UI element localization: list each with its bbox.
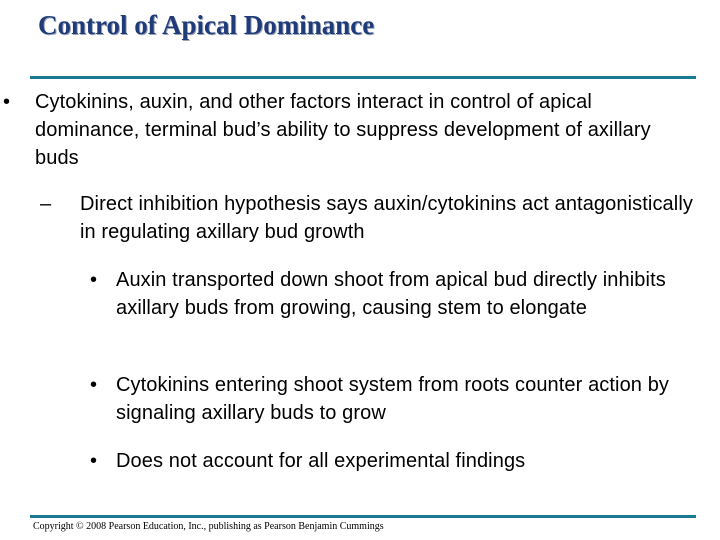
bullet-text: Does not account for all experimental findings bbox=[116, 450, 526, 472]
bullet-text: Direct inhibition hypothesis says auxin/cytokinins act antagonistically in regulating axillary bud growth bbox=[80, 193, 693, 243]
copyright-notice: Copyright © 2008 Pearson Education, Inc., publishing as Pearson Benjamin Cummings bbox=[33, 521, 384, 532]
bullet-level-1 bbox=[0, 88, 700, 172]
bullet-level-2 bbox=[0, 190, 700, 246]
bullet-text: Cytokinins entering shoot system from roots counter action by signaling axillary buds to grow bbox=[116, 374, 670, 424]
bullet-level-3 bbox=[0, 266, 705, 322]
title-divider bbox=[30, 76, 696, 79]
bullet-text: Auxin transported down shoot from apical bud directly inhibits axillary buds from growing, causing stem to elongate bbox=[116, 269, 666, 319]
bullet-marker: • bbox=[3, 91, 11, 113]
bullet-level-3 bbox=[0, 371, 705, 427]
bullet-marker: • bbox=[90, 269, 98, 291]
bullet-marker: • bbox=[90, 450, 98, 472]
slide-title: Control of Apical Dominance bbox=[38, 10, 375, 40]
dash-marker: – bbox=[40, 193, 52, 215]
bullet-text: Cytokinins, auxin, and other factors interact in control of apical dominance, terminal bud’s ability to suppress development of axillary buds bbox=[35, 91, 651, 169]
bullet-marker: • bbox=[90, 374, 98, 396]
bullet-level-3 bbox=[0, 447, 705, 475]
footer-divider bbox=[30, 515, 696, 518]
